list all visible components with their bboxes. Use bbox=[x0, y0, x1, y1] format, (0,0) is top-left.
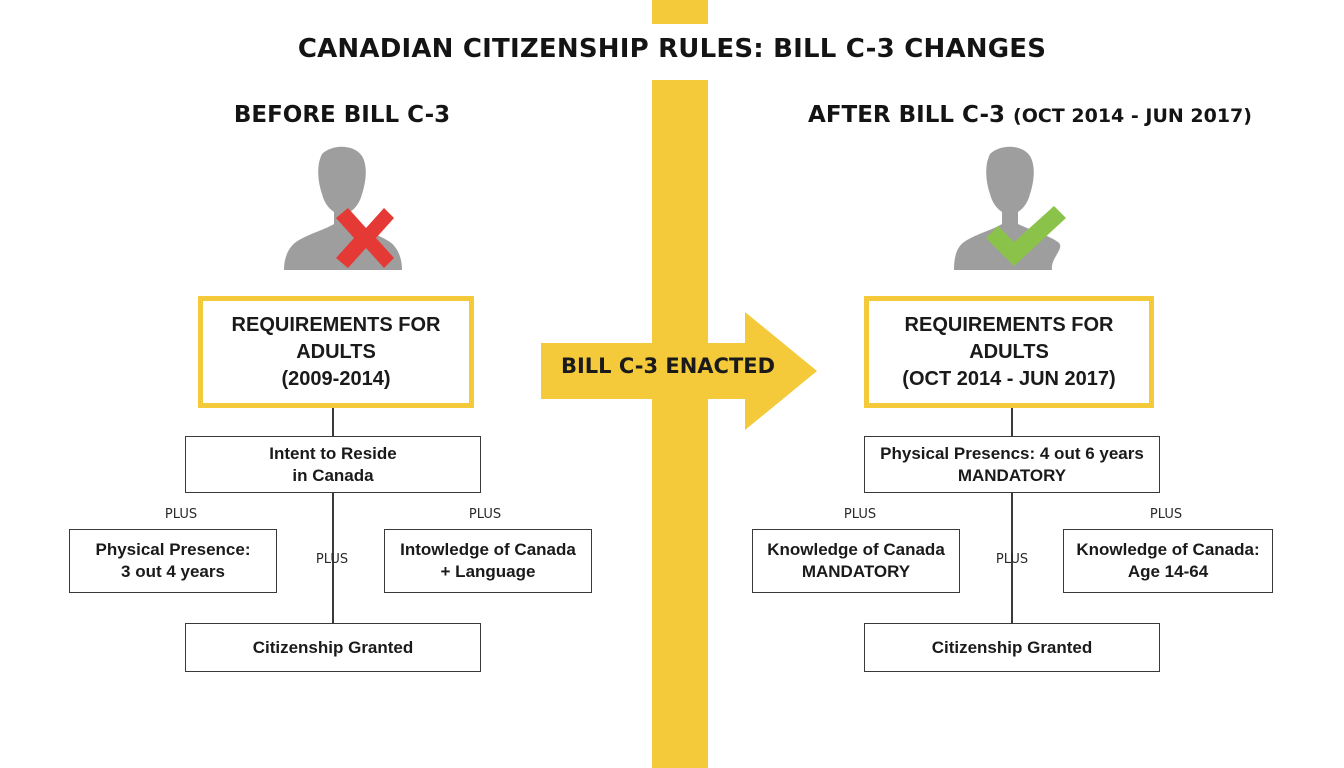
before-physical-line1: Physical Presence: bbox=[95, 540, 251, 559]
after-req-line1: REQUIREMENTS FOR ADULTS bbox=[904, 313, 1114, 363]
person-check-icon bbox=[934, 142, 1094, 272]
before-heading bbox=[172, 102, 512, 128]
before-physical-line2: 3 out 4 years bbox=[121, 562, 225, 581]
before-knowledge-node bbox=[384, 529, 592, 593]
before-req-line1: REQUIREMENTS FOR bbox=[231, 313, 441, 336]
after-physical-line1: Physical Presencs: 4 out 6 years bbox=[880, 443, 1144, 463]
after-physical-line2: MANDATORY bbox=[957, 465, 1067, 485]
before-req-line2: ADULTS bbox=[296, 340, 376, 363]
bill-enacted-label: BILL C-3 ENACTED bbox=[560, 354, 776, 378]
before-knowledge-line1: Intowledge of Canada bbox=[400, 540, 576, 559]
after-knowledge1-line2: MANDATORY bbox=[801, 562, 911, 581]
center-divider-top bbox=[652, 0, 708, 24]
after-heading-text: AFTER BILL C-3 bbox=[808, 102, 1006, 128]
after-granted-text: Citizenship Granted bbox=[931, 637, 1093, 657]
before-physical-node bbox=[69, 529, 277, 593]
page-title: CANADIAN CITIZENSHIP RULES: BILL C-3 CHANGES bbox=[297, 34, 1047, 64]
after-plus-right: PLUS bbox=[1149, 507, 1183, 522]
before-plus-mid: PLUS bbox=[315, 552, 349, 567]
after-plus-mid: PLUS bbox=[995, 552, 1029, 567]
before-granted-text: Citizenship Granted bbox=[252, 637, 414, 657]
after-knowledge2-line2: Age 14-64 bbox=[1127, 562, 1209, 581]
after-knowledge-node bbox=[752, 529, 960, 593]
before-req-line3: (2009-2014) bbox=[281, 367, 391, 390]
after-granted-node bbox=[864, 623, 1160, 672]
after-heading bbox=[790, 102, 1270, 128]
person-cross-icon bbox=[262, 142, 422, 272]
before-requirements-box bbox=[198, 296, 474, 408]
after-knowledge2-line1: Knowledge of Canada: bbox=[1076, 540, 1260, 559]
before-granted-node bbox=[185, 623, 481, 672]
after-connector bbox=[1011, 408, 1013, 436]
before-plus-right: PLUS bbox=[468, 507, 502, 522]
after-plus-left: PLUS bbox=[843, 507, 877, 522]
before-intent-line1: Intent to Reside bbox=[269, 443, 397, 463]
before-intent-node bbox=[185, 436, 481, 493]
before-connector bbox=[332, 408, 334, 436]
before-heading-text: BEFORE BILL C-3 bbox=[233, 102, 451, 128]
after-physical-node bbox=[864, 436, 1160, 493]
before-plus-left: PLUS bbox=[164, 507, 198, 522]
after-requirements-box bbox=[864, 296, 1154, 408]
before-knowledge-line2: + Language bbox=[440, 562, 536, 581]
after-knowledge1-line1: Knowledge of Canada bbox=[767, 540, 945, 559]
before-intent-line2: in Canada bbox=[292, 465, 374, 485]
after-heading-period: (OCT 2014 - JUN 2017) bbox=[1013, 105, 1252, 127]
after-req-line2: (OCT 2014 - JUN 2017) bbox=[902, 367, 1116, 390]
after-knowledge-age-node bbox=[1063, 529, 1273, 593]
